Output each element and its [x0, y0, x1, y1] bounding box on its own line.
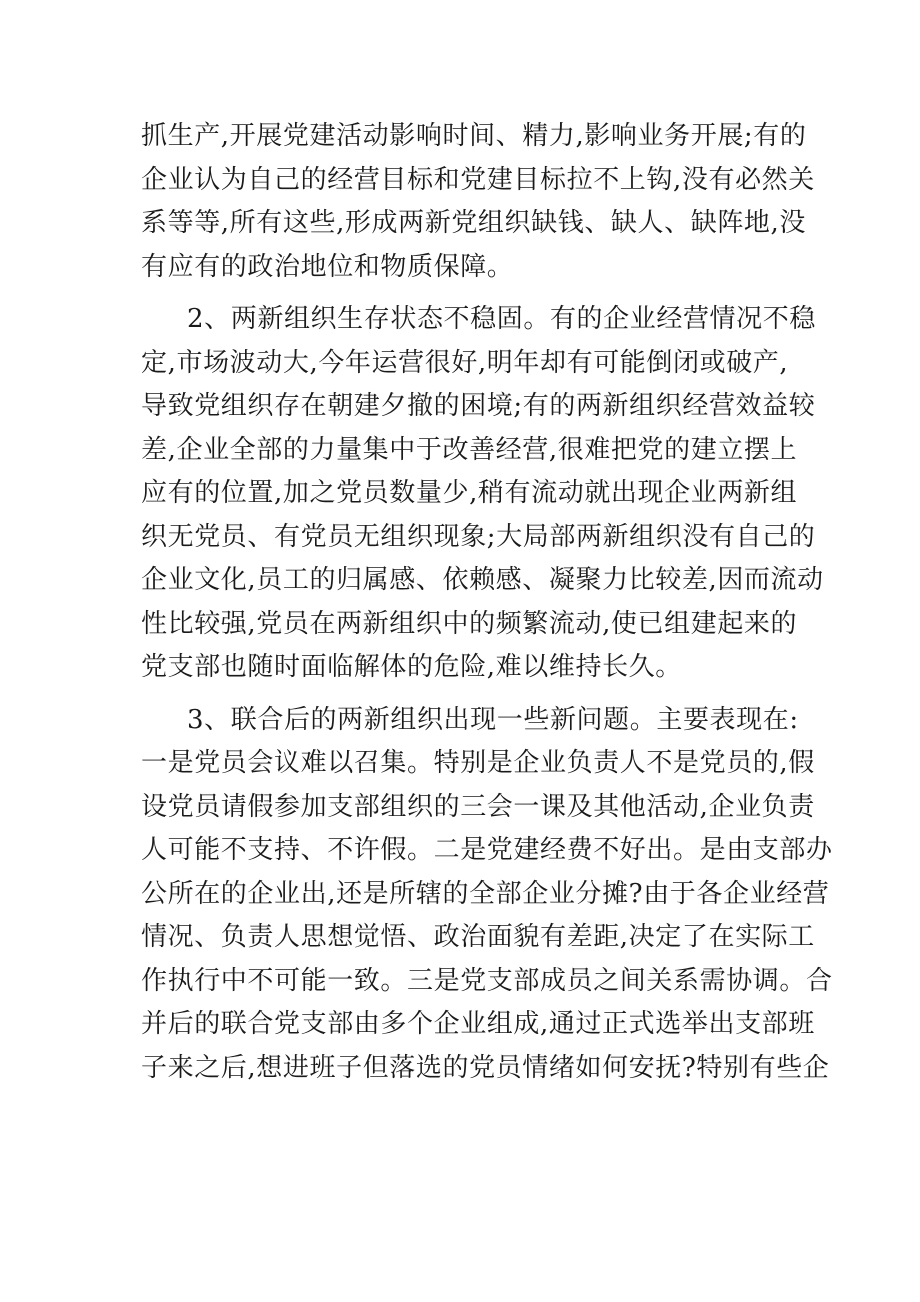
paragraph-line: 系等等,所有这些,形成两新党组织缺钱、缺人、缺阵地,没 — [141, 208, 806, 238]
paragraph-line: 差,企业全部的力量集中于改善经营,很难把党的建立摆上 — [141, 434, 798, 465]
paragraph-line: 有应有的政治地位和物质保障。 — [141, 251, 514, 282]
paragraph-line: 一是党员会议难以召集。特别是企业负责人不是党员的,假 — [141, 748, 815, 778]
paragraph-line: 性比较强,党员在两新组织中的频繁流动,使已组建起来的 — [141, 608, 798, 639]
paragraph-gap — [141, 289, 786, 298]
paragraph-2 — [141, 298, 824, 690]
document-body — [141, 115, 833, 1090]
paragraph-3 — [141, 699, 833, 1091]
paragraph-line: 2、两新组织生存状态不稳固。有的企业经营情况不稳 — [187, 304, 816, 334]
paragraph-line: 情况、负责人思想觉悟、政治面貌有差距,决定了在实际工 — [141, 922, 815, 952]
paragraph-line: 并后的联合党支部由多个企业组成,通过正式选举出支部班 — [141, 1009, 815, 1039]
paragraph-line: 企业认为自己的经营目标和党建目标拉不上钩,没有必然关 — [141, 164, 815, 195]
paragraph-line: 织无党员、有党员无组织现象;大局部两新组织没有自己的 — [141, 521, 816, 552]
paragraph-line: 企业文化,员工的归属感、依赖感、凝聚力比较差,因而流动 — [141, 565, 824, 595]
paragraph-line: 3、联合后的两新组织出现一些新问题。主要表现在: — [187, 704, 799, 735]
paragraph-gap — [141, 690, 786, 699]
paragraph-line: 公所在的企业出,还是所辖的全部企业分摊?由于各企业经营 — [141, 878, 830, 909]
paragraph-line: 人可能不支持、不许假。二是党建经费不好出。是由支部办 — [141, 835, 833, 865]
paragraph-line: 子来之后,想进班子但落选的党员情绪如何安抚?特别有些企 — [141, 1052, 830, 1083]
paragraph-line: 定,市场波动大,今年运营很好,明年却有可能倒闭或破产, — [141, 347, 789, 378]
paragraph-line: 党支部也随时面临解体的危险,难以维持长久。 — [141, 652, 682, 682]
paragraph-line: 导致党组织存在朝建夕撤的困境;有的两新组织经营效益较 — [141, 391, 816, 421]
paragraph-line: 设党员请假参加支部组织的三会一课及其他活动,企业负责 — [141, 791, 815, 822]
paragraph-line: 作执行中不可能一致。三是党支部成员之间关系需协调。合 — [141, 965, 833, 996]
paragraph-1 — [141, 115, 815, 289]
paragraph-line: 应有的位置,加之党员数量少,稍有流动就出现企业两新组 — [141, 478, 798, 508]
paragraph-line: 抓生产,开展党建活动影响时间、精力,影响业务开展;有的 — [141, 121, 807, 151]
